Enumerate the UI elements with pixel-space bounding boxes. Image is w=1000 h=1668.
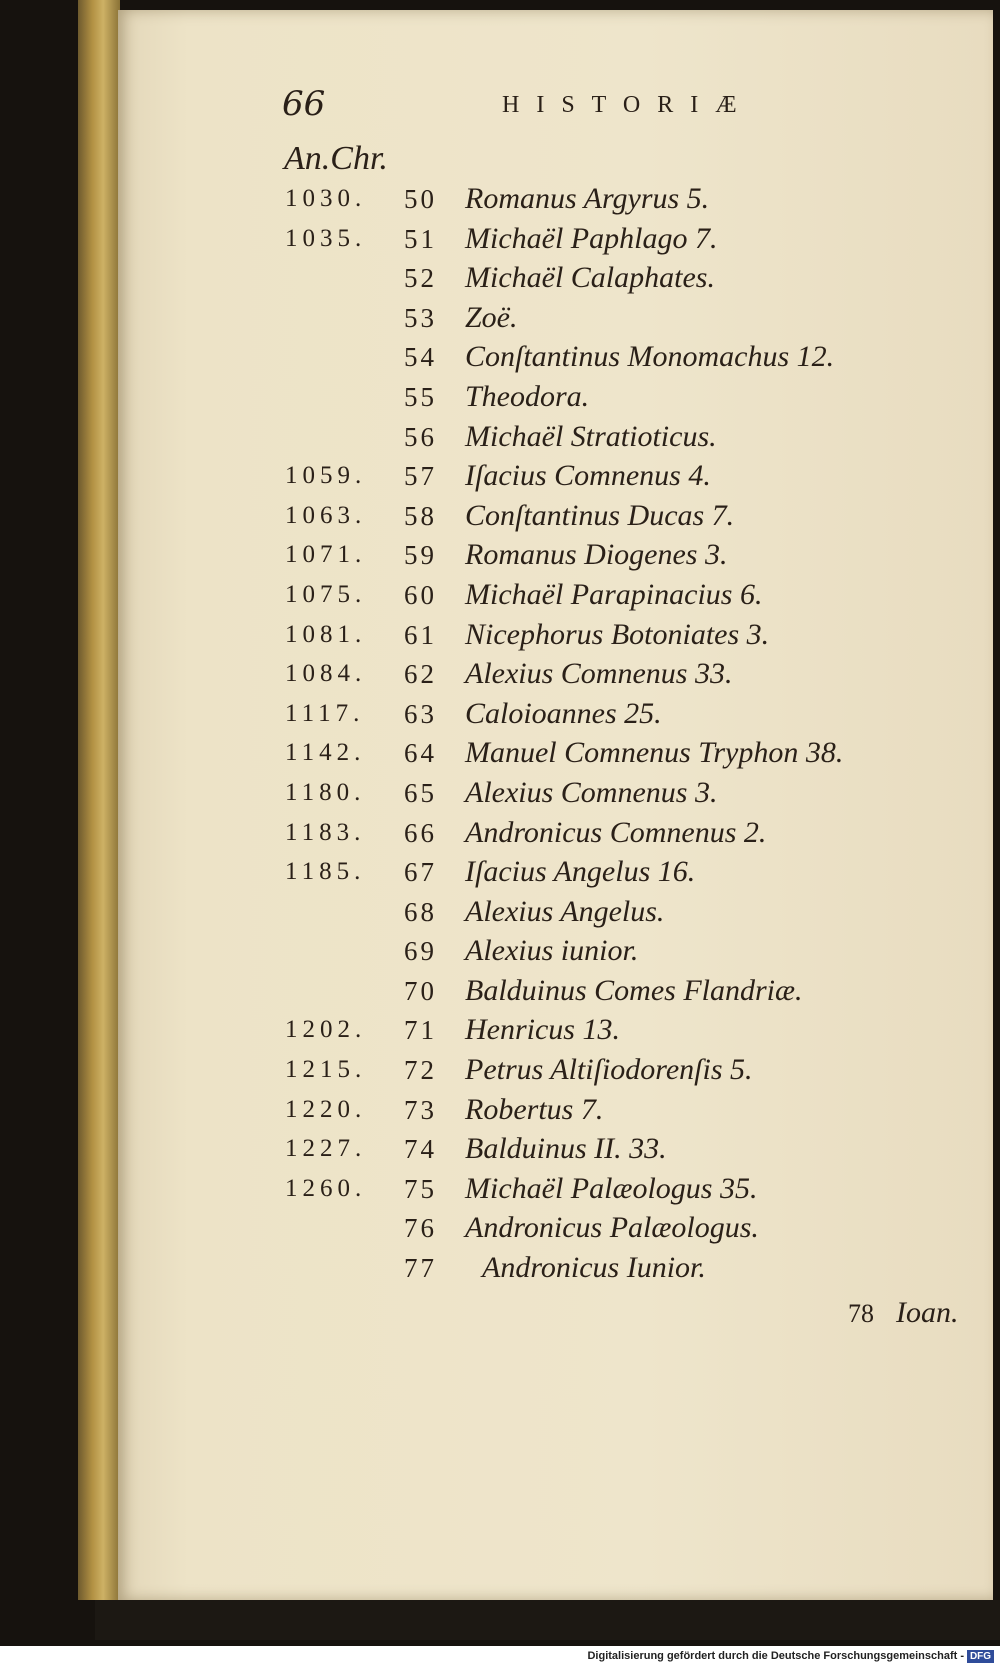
list-item <box>0 458 1000 498</box>
entry-number: 54 <box>404 342 437 373</box>
list-item <box>0 577 1000 617</box>
entry-year: 1059. <box>285 462 367 490</box>
list-item <box>0 537 1000 577</box>
entry-number: 64 <box>404 738 437 769</box>
list-item <box>0 1250 1000 1290</box>
entry-number: 67 <box>404 857 437 888</box>
list-item <box>0 1131 1000 1171</box>
entry-name: Michaël Parapinacius 6. <box>465 577 763 611</box>
entry-name: Andronicus Palæologus. <box>465 1211 759 1245</box>
list-item <box>0 1210 1000 1250</box>
page-number: 66 <box>282 84 326 124</box>
running-head-title: HISTORIÆ <box>502 92 754 118</box>
entry-year: 1185. <box>285 858 366 886</box>
entry-year: 1030. <box>285 185 367 212</box>
entry-year: 1117. <box>285 699 365 727</box>
entry-year: 1084. <box>285 660 367 688</box>
entry-number: 70 <box>404 975 437 1006</box>
footer-credit-text: Digitalisierung gefördert durch die Deutsche Forschungsgemeinschaft - <box>587 1650 964 1662</box>
entry-name: Michaël Stratioticus. <box>465 419 717 453</box>
entry-name: Andronicus Iunior. <box>482 1251 706 1285</box>
entry-name: Alexius Angelus. <box>465 894 665 928</box>
entry-name: Michaël Paphlago 7. <box>465 221 718 255</box>
entry-number: 71 <box>404 1015 437 1046</box>
catchword <box>848 1296 959 1330</box>
list-item <box>0 973 1000 1013</box>
entry-number: 50 <box>404 184 437 214</box>
list-item <box>0 617 1000 657</box>
entry-name: Conſtantinus Ducas 7. <box>465 498 735 532</box>
list-item <box>0 1092 1000 1132</box>
list-item <box>0 656 1000 696</box>
entry-number: 69 <box>404 936 437 967</box>
entry-year: 1227. <box>285 1135 367 1163</box>
running-head <box>282 84 900 130</box>
entry-number: 68 <box>404 896 437 927</box>
list-item <box>0 221 1000 261</box>
list-item <box>0 498 1000 538</box>
entry-name: Michaël Calaphates. <box>465 261 715 295</box>
entry-name: Iſacius Angelus 16. <box>465 855 696 889</box>
list-item <box>0 815 1000 855</box>
entry-number: 76 <box>404 1213 437 1244</box>
entry-name: Balduinus Comes Flandriæ. <box>465 973 803 1007</box>
entry-name: Petrus Altiſiodorenſis 5. <box>465 1053 753 1087</box>
entry-name: Robertus 7. <box>465 1092 604 1126</box>
list-item <box>0 260 1000 300</box>
entry-year: 1220. <box>285 1095 367 1123</box>
list-item <box>0 933 1000 973</box>
footer-bar <box>0 1646 1000 1668</box>
list-item <box>0 854 1000 894</box>
entry-year: 1081. <box>285 620 367 648</box>
entry-number: 59 <box>404 540 437 571</box>
list-item <box>0 735 1000 775</box>
entry-year: 1075. <box>285 580 367 608</box>
entry-name: Zoë. <box>465 300 518 334</box>
page-bottom-shadow <box>95 1600 1000 1640</box>
entry-name: Andronicus Comnenus 2. <box>465 815 767 849</box>
entry-name: Romanus Argyrus 5. <box>465 182 710 215</box>
entry-name: Henricus 13. <box>465 1013 620 1047</box>
column-label-anno-christi: An.Chr. <box>284 140 388 177</box>
entry-year: 1142. <box>285 739 366 767</box>
entry-name: Alexius Comnenus 33. <box>465 657 733 691</box>
list-item <box>0 1171 1000 1211</box>
entry-number: 57 <box>404 461 437 492</box>
entry-number: 58 <box>404 500 437 531</box>
entry-year: 1035. <box>285 224 367 252</box>
entry-name: Iſacius Comnenus 4. <box>465 459 711 493</box>
entry-number: 60 <box>404 579 437 610</box>
entry-year: 1071. <box>285 541 367 569</box>
entry-name: Nicephorus Botoniates 3. <box>465 617 770 651</box>
catchword-number: 78 <box>848 1299 874 1328</box>
entry-number: 62 <box>404 659 437 690</box>
list-item <box>0 181 1000 221</box>
list-item <box>0 300 1000 340</box>
entry-number: 72 <box>404 1055 437 1086</box>
entry-year: 1180. <box>285 778 366 806</box>
list-item <box>0 339 1000 379</box>
entry-year: 1063. <box>285 501 367 529</box>
list-item <box>0 775 1000 815</box>
entry-number: 65 <box>404 777 437 808</box>
list-item <box>0 894 1000 934</box>
list-item <box>0 1012 1000 1052</box>
entry-name: Theodora. <box>465 379 590 413</box>
entry-number: 52 <box>404 263 437 294</box>
entry-year: 1183. <box>285 818 366 846</box>
entry-number: 74 <box>404 1134 437 1165</box>
entry-name: Romanus Diogenes 3. <box>465 538 728 572</box>
entry-number: 51 <box>404 223 437 254</box>
entry-name: Michaël Palæologus 35. <box>465 1171 758 1205</box>
entry-number: 53 <box>404 302 437 333</box>
entry-number: 75 <box>404 1173 437 1204</box>
entry-name: Caloioannes 25. <box>465 696 662 730</box>
entry-name: Manuel Comnenus Tryphon 38. <box>465 736 844 770</box>
entry-number: 77 <box>404 1253 437 1284</box>
entry-number: 61 <box>404 619 437 650</box>
entry-number: 66 <box>404 817 437 848</box>
entry-year: 1260. <box>285 1174 367 1202</box>
entry-number: 55 <box>404 381 437 412</box>
list-item <box>0 419 1000 459</box>
catchword-text: Ioan. <box>896 1296 959 1329</box>
entry-name: Balduinus II. 33. <box>465 1132 667 1166</box>
list-item <box>0 379 1000 419</box>
dfg-logo-icon: DFG <box>967 1650 994 1663</box>
entry-number: 63 <box>404 698 437 729</box>
list-item <box>0 1052 1000 1092</box>
entry-number: 56 <box>404 421 437 452</box>
list-item <box>0 696 1000 736</box>
entry-name: Alexius Comnenus 3. <box>465 775 718 809</box>
entry-number: 73 <box>404 1094 437 1125</box>
entry-year: 1215. <box>285 1056 367 1084</box>
emperor-list <box>0 181 1000 1290</box>
entry-name: Conſtantinus Monomachus 12. <box>465 340 835 374</box>
entry-name: Alexius iunior. <box>465 934 639 968</box>
entry-year: 1202. <box>285 1016 367 1044</box>
